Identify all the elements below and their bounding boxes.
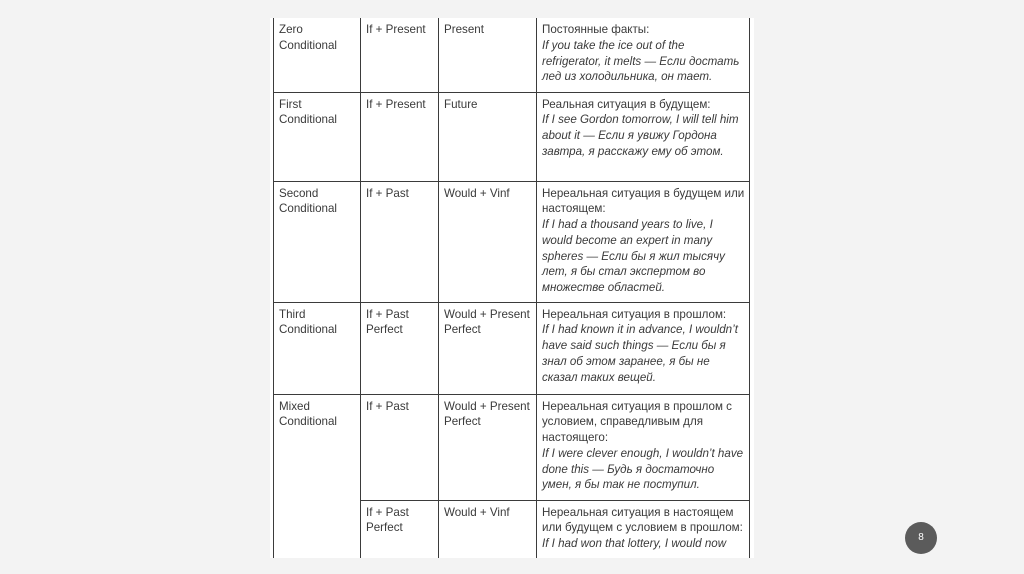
- main-clause: Present: [444, 23, 484, 36]
- usage-cell: [537, 302, 750, 394]
- if-clause-cell: [361, 18, 439, 92]
- type-name: Second Conditional: [279, 186, 338, 216]
- main-clause-cell: [439, 394, 537, 500]
- main-clause: Would + Vinf: [444, 186, 510, 200]
- main-clause-cell: [439, 181, 537, 302]
- if-clause-cell: [361, 302, 439, 394]
- table-row: [274, 18, 750, 92]
- usage-cell: [537, 394, 750, 500]
- main-clause: Would + Vinf: [444, 505, 510, 519]
- usage-example: If I had a thousand years to live, I would become an expert in many spheres — Если бы я жил тысячу лет, я бы стал экспертом во множестве областей.: [542, 218, 725, 295]
- usage-description: Нереальная ситуация в прошлом с условием, справедливым для настоящего:: [542, 399, 732, 445]
- main-clause-cell: [439, 92, 537, 181]
- if-clause: If + Present: [366, 23, 426, 36]
- if-clause-cell: [361, 394, 439, 500]
- usage-example: If I were clever enough, I wouldn’t have done this — Будь я достаточно умен, я бы так не поступил.: [542, 446, 744, 492]
- usage-description: Нереальная ситуация в прошлом:: [542, 307, 727, 321]
- main-clause-cell: [439, 500, 537, 558]
- usage-cell: [537, 500, 750, 558]
- usage-example: If I see Gordon tomorrow, I will tell him about it — Если я увижу Гордона завтра, я расскажу ему об этом.: [542, 113, 739, 158]
- usage-example: If I had known it in advance, I wouldn’t have said such things — Если бы я знал об этом заранее, я бы не сказал таких вещей.: [542, 323, 738, 384]
- if-clause: If + Past: [366, 399, 409, 413]
- if-clause: If + Past: [366, 186, 409, 200]
- table-row: [274, 92, 750, 181]
- type-name: Third Conditional: [279, 307, 338, 337]
- main-clause: Would + Present Perfect: [444, 399, 530, 429]
- usage-description: Реальная ситуация в будущем:: [542, 97, 711, 111]
- if-clause-cell: [361, 92, 439, 181]
- main-clause: Future: [444, 97, 478, 111]
- if-clause: If + Present: [366, 97, 426, 111]
- table-row: [274, 302, 750, 394]
- type-cell: [274, 394, 361, 558]
- main-clause-cell: [439, 302, 537, 394]
- page-number-badge: 8: [905, 522, 937, 554]
- type-name: Zero Conditional: [279, 23, 338, 52]
- type-name: First Conditional: [279, 97, 338, 127]
- conditionals-table: [273, 18, 750, 558]
- usage-description: Постоянные факты:: [542, 23, 650, 36]
- usage-cell: [537, 18, 750, 92]
- type-cell: [274, 18, 361, 92]
- usage-cell: [537, 181, 750, 302]
- if-clause: If + Past Perfect: [366, 307, 409, 337]
- if-clause: If + Past Perfect: [366, 505, 409, 535]
- if-clause-cell: [361, 500, 439, 558]
- usage-example: If you take the ice out of the refrigerator, it melts — Если достать лед из холодильника, он тает.: [542, 38, 740, 84]
- document-page: [270, 18, 754, 558]
- main-clause-cell: [439, 18, 537, 92]
- table-row: [274, 181, 750, 302]
- usage-description: Нереальная ситуация в настоящем или будущем с условием в прошлом:: [542, 505, 743, 535]
- main-clause: Would + Present Perfect: [444, 307, 530, 337]
- type-cell: [274, 181, 361, 302]
- usage-example: If I had won that lottery, I would now: [542, 537, 727, 551]
- usage-description: Нереальная ситуация в будущем или настоящем:: [542, 186, 745, 216]
- table-row: [274, 394, 750, 500]
- type-cell: [274, 92, 361, 181]
- if-clause-cell: [361, 181, 439, 302]
- usage-cell: [537, 92, 750, 181]
- type-name: Mixed Conditional: [279, 399, 338, 429]
- type-cell: [274, 302, 361, 394]
